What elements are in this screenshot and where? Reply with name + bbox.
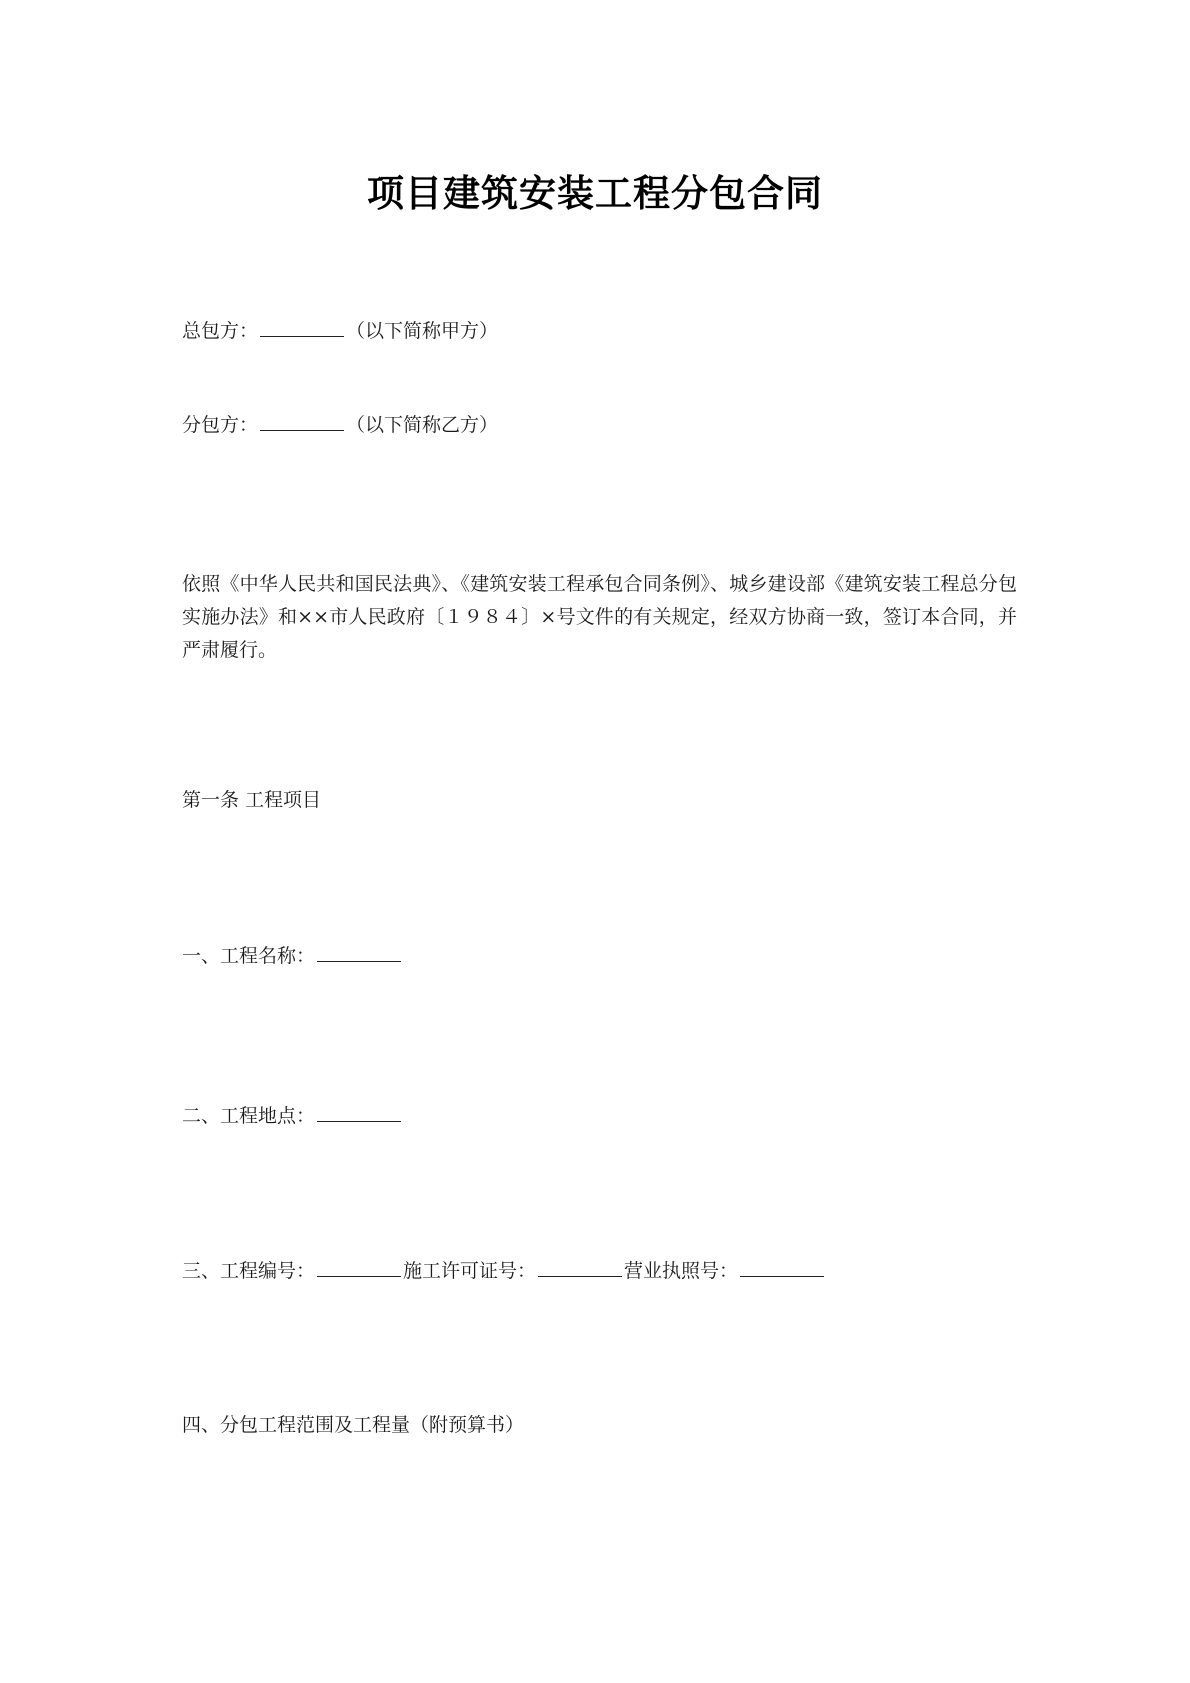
preamble-paragraph: 依照《中华人民共和国民法典》、《建筑安装工程承包合同条例》、城乡建设部《建筑安装工程总分包实施办法》和××市人民政府〔１９８４〕×号文件的有关规定，经双方协商一致，签订本合同，并严肃履行。 — [182, 573, 1017, 661]
project-location-blank-field[interactable] — [317, 1103, 401, 1122]
document-title: 项目建筑安装工程分包合同 — [367, 171, 823, 215]
project-location-label: 二、工程地点： — [182, 1105, 316, 1127]
subcontractor-note: （以下简称乙方） — [346, 414, 499, 436]
project-number-blank-field[interactable] — [317, 1258, 401, 1277]
subcontractor-line — [182, 412, 498, 437]
contractor-label: 总包方： — [182, 320, 259, 342]
project-name-line — [182, 943, 403, 968]
construction-permit-blank-field[interactable] — [538, 1258, 622, 1277]
contractor-blank-field[interactable] — [260, 318, 344, 337]
contractor-line — [182, 318, 498, 343]
business-license-label: 营业执照号： — [624, 1260, 739, 1282]
contractor-note: （以下简称甲方） — [346, 320, 499, 342]
subcontractor-blank-field[interactable] — [260, 412, 344, 431]
project-name-blank-field[interactable] — [317, 943, 401, 962]
subcontractor-label: 分包方： — [182, 414, 259, 436]
business-license-blank-field[interactable] — [740, 1258, 824, 1277]
construction-permit-label: 施工许可证号： — [403, 1260, 537, 1282]
project-number-line — [182, 1258, 826, 1283]
article-1-heading: 第一条 工程项目 — [182, 789, 322, 811]
project-number-label: 三、工程编号： — [182, 1260, 316, 1282]
project-location-line — [182, 1103, 403, 1128]
scope-of-work-line: 四、分包工程范围及工程量（附预算书） — [182, 1414, 525, 1436]
project-name-label: 一、工程名称： — [182, 945, 316, 967]
